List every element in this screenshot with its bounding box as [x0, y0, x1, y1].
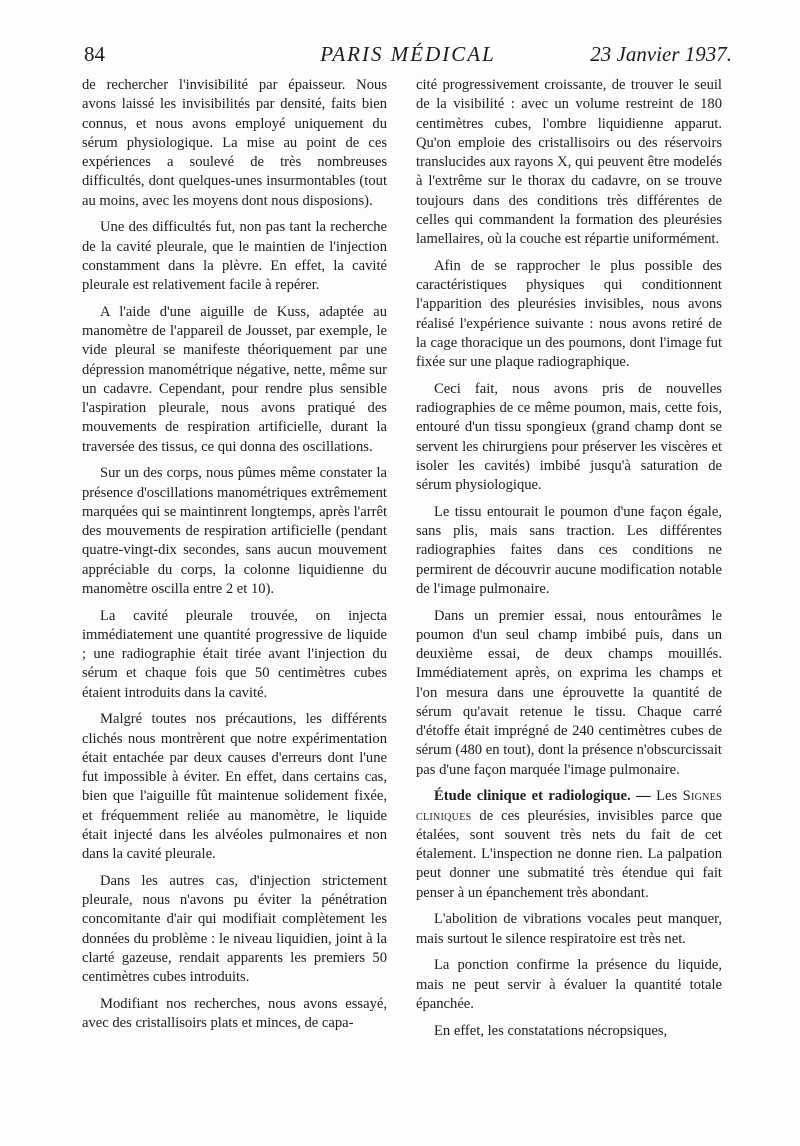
- paragraph: Modifiant nos recherches, nous avons essayé, avec des cristallisoirs plats et minces, de capa-: [82, 995, 387, 1031]
- paragraph: Afin de se rapprocher le plus possible des caractéristiques physiques qui conditionnent l'apparition des pleurésies invisibles, nous avons réalisé l'expérience suivante : nous avons retiré de la cage thoracique un des poumons, dont l'image fut fixée sur une plaque radiographique.: [416, 257, 722, 370]
- small-caps-term: Signes cliniques: [416, 788, 722, 824]
- paragraph: de rechercher l'invisibilité par épaisseur. Nous avons laissé les invisibilités par densité, faits bien connus, et nous avons employé uniquement du sérum physiologique. La mise au point de ces expériences a soulevé de très nombreuses difficultés, dont quelques-unes insurmontables (tout au moins, avec les moyens dont nous disposions).: [82, 77, 387, 209]
- page-number: 84: [84, 42, 105, 66]
- paragraph: cité progressivement croissante, de trouver le seuil de la visibilité : avec un volume restreint de 180 centimètres cubes, l'ombre liquidienne apparut. Qu'on emploie des cristallisoirs ou des réservoirs translucides aux rayons X, qui peuvent être modelés à l'extrême sur le thorax du cadavre, on se trouve toujours dans des conditions très différentes de celles qui commandent la formation des pleurésies lamellaires, où la couche est répartie uniformément.: [416, 77, 722, 247]
- section-heading: Étude clinique et radiologique. —: [434, 788, 651, 805]
- paragraph: Sur un des corps, nous pûmes même constater la présence d'oscillations manométriques extrêmement marquées qui se maintinrent longtemps, après l'arrêt des mouvements de respiration artificielle (pendant quatre-vingt-dix secondes, sans aucun mouvement appréciable du corps, la colonne liquidienne du manomètre oscilla entre 2 et 10).: [82, 465, 387, 597]
- text-run: de ces pleurésies, invisibles parce que étalées, sont souvent très nets du fait de cet étalement. L'inspection ne donne rien. La palpation peut donner une submatité très étendue qui fait penser à un épanchement très abondant.: [416, 807, 722, 901]
- paragraph: L'abolition de vibrations vocales peut manquer, mais surtout le silence respiratoire est très net.: [416, 911, 722, 947]
- paragraph: La ponction confirme la présence du liquide, mais ne peut servir à évaluer la quantité totale épanchée.: [416, 957, 722, 1012]
- issue-date: 23 Janvier 1937.: [590, 42, 732, 66]
- journal-title: PARIS MÉDICAL: [320, 42, 496, 66]
- paragraph: Le tissu entourait le poumon d'une façon égale, sans plis, mais sans traction. Les différentes radiographies faites dans ces conditions ne permirent de découvrir aucune modification notable de l'image pulmonaire.: [416, 503, 722, 597]
- section-paragraph: [416, 787, 722, 903]
- paragraph: En effet, les constatations nécropsiques,: [434, 1022, 668, 1039]
- paragraph: Une des difficultés fut, non pas tant la recherche de la cavité pleurale, que le maintien de l'injection constamment dans la plèvre. En effet, la cavité pleurale est relativement facile à repérer.: [82, 219, 387, 293]
- paragraph: Dans un premier essai, nous entourâmes le poumon d'un seul champ imbibé puis, dans un deuxième essai, de deux champs mouillés. Immédiatement après, on exprima les champs et l'on mesura dans une éprouvette la quantité de sérum qu'avait retenue le tissu. Chaque carré d'étoffe était imprégné de 240 centimètres cubes de sérum (480 en tout), dont la présence n'obscurcissait pas d'une façon marquée l'image pulmonaire.: [416, 607, 722, 778]
- text-run: Les: [656, 788, 678, 805]
- paragraph: Dans les autres cas, d'injection strictement pleurale, nous n'avons pu éviter la pénétration concomitante d'air qui modifiait complètement les données du problème : le niveau liquidien, joint à la clarté gazeuse, rendait apparents les premiers 50 centimètres cubes introduits.: [82, 872, 387, 985]
- right-column: [416, 76, 722, 1041]
- paragraph: Malgré toutes nos précautions, les différents clichés nous montrèrent que notre expérimentation était entachée par deux causes d'erreurs dont l'une fut impossible à éviter. En effet, dans certains cas, bien que l'aiguille fût maintenue solidement fixée, et fréquemment reliée au manomètre, le liquide était injecté dans les alvéoles pulmonaires et non dans la cavité pleurale.: [82, 711, 387, 862]
- paragraph: Ceci fait, nous avons pris de nouvelles radiographies de ce même poumon, mais, cette fois, entouré d'un tissu spongieux (grand champ dont se servent les chirurgiens pour préserver les viscères et isoler les cavités) imbibé jusqu'à saturation de sérum physiologique.: [416, 380, 722, 493]
- left-column: [82, 76, 387, 1033]
- paragraph: La cavité pleurale trouvée, on injecta immédiatement une quantité progressive de liquide ; une radiographie était tirée avant l'injection du sérum et chaque fois que 50 centimètres cubes étaient introduits dans la cavité.: [82, 607, 387, 701]
- paragraph: A l'aide d'une aiguille de Kuss, adaptée au manomètre de l'appareil de Jousset, par exemple, le vide pleural se manifeste théoriquement par une dépression manométrique négative, nette, même sur un cadavre. Cependant, pour rendre plus sensible l'aspiration pleurale, nous avons pratiqué des mouvements de respiration artificielle, durant la traversée des tissus, ce qui donna des oscillations.: [82, 303, 387, 455]
- page-header: [84, 42, 732, 74]
